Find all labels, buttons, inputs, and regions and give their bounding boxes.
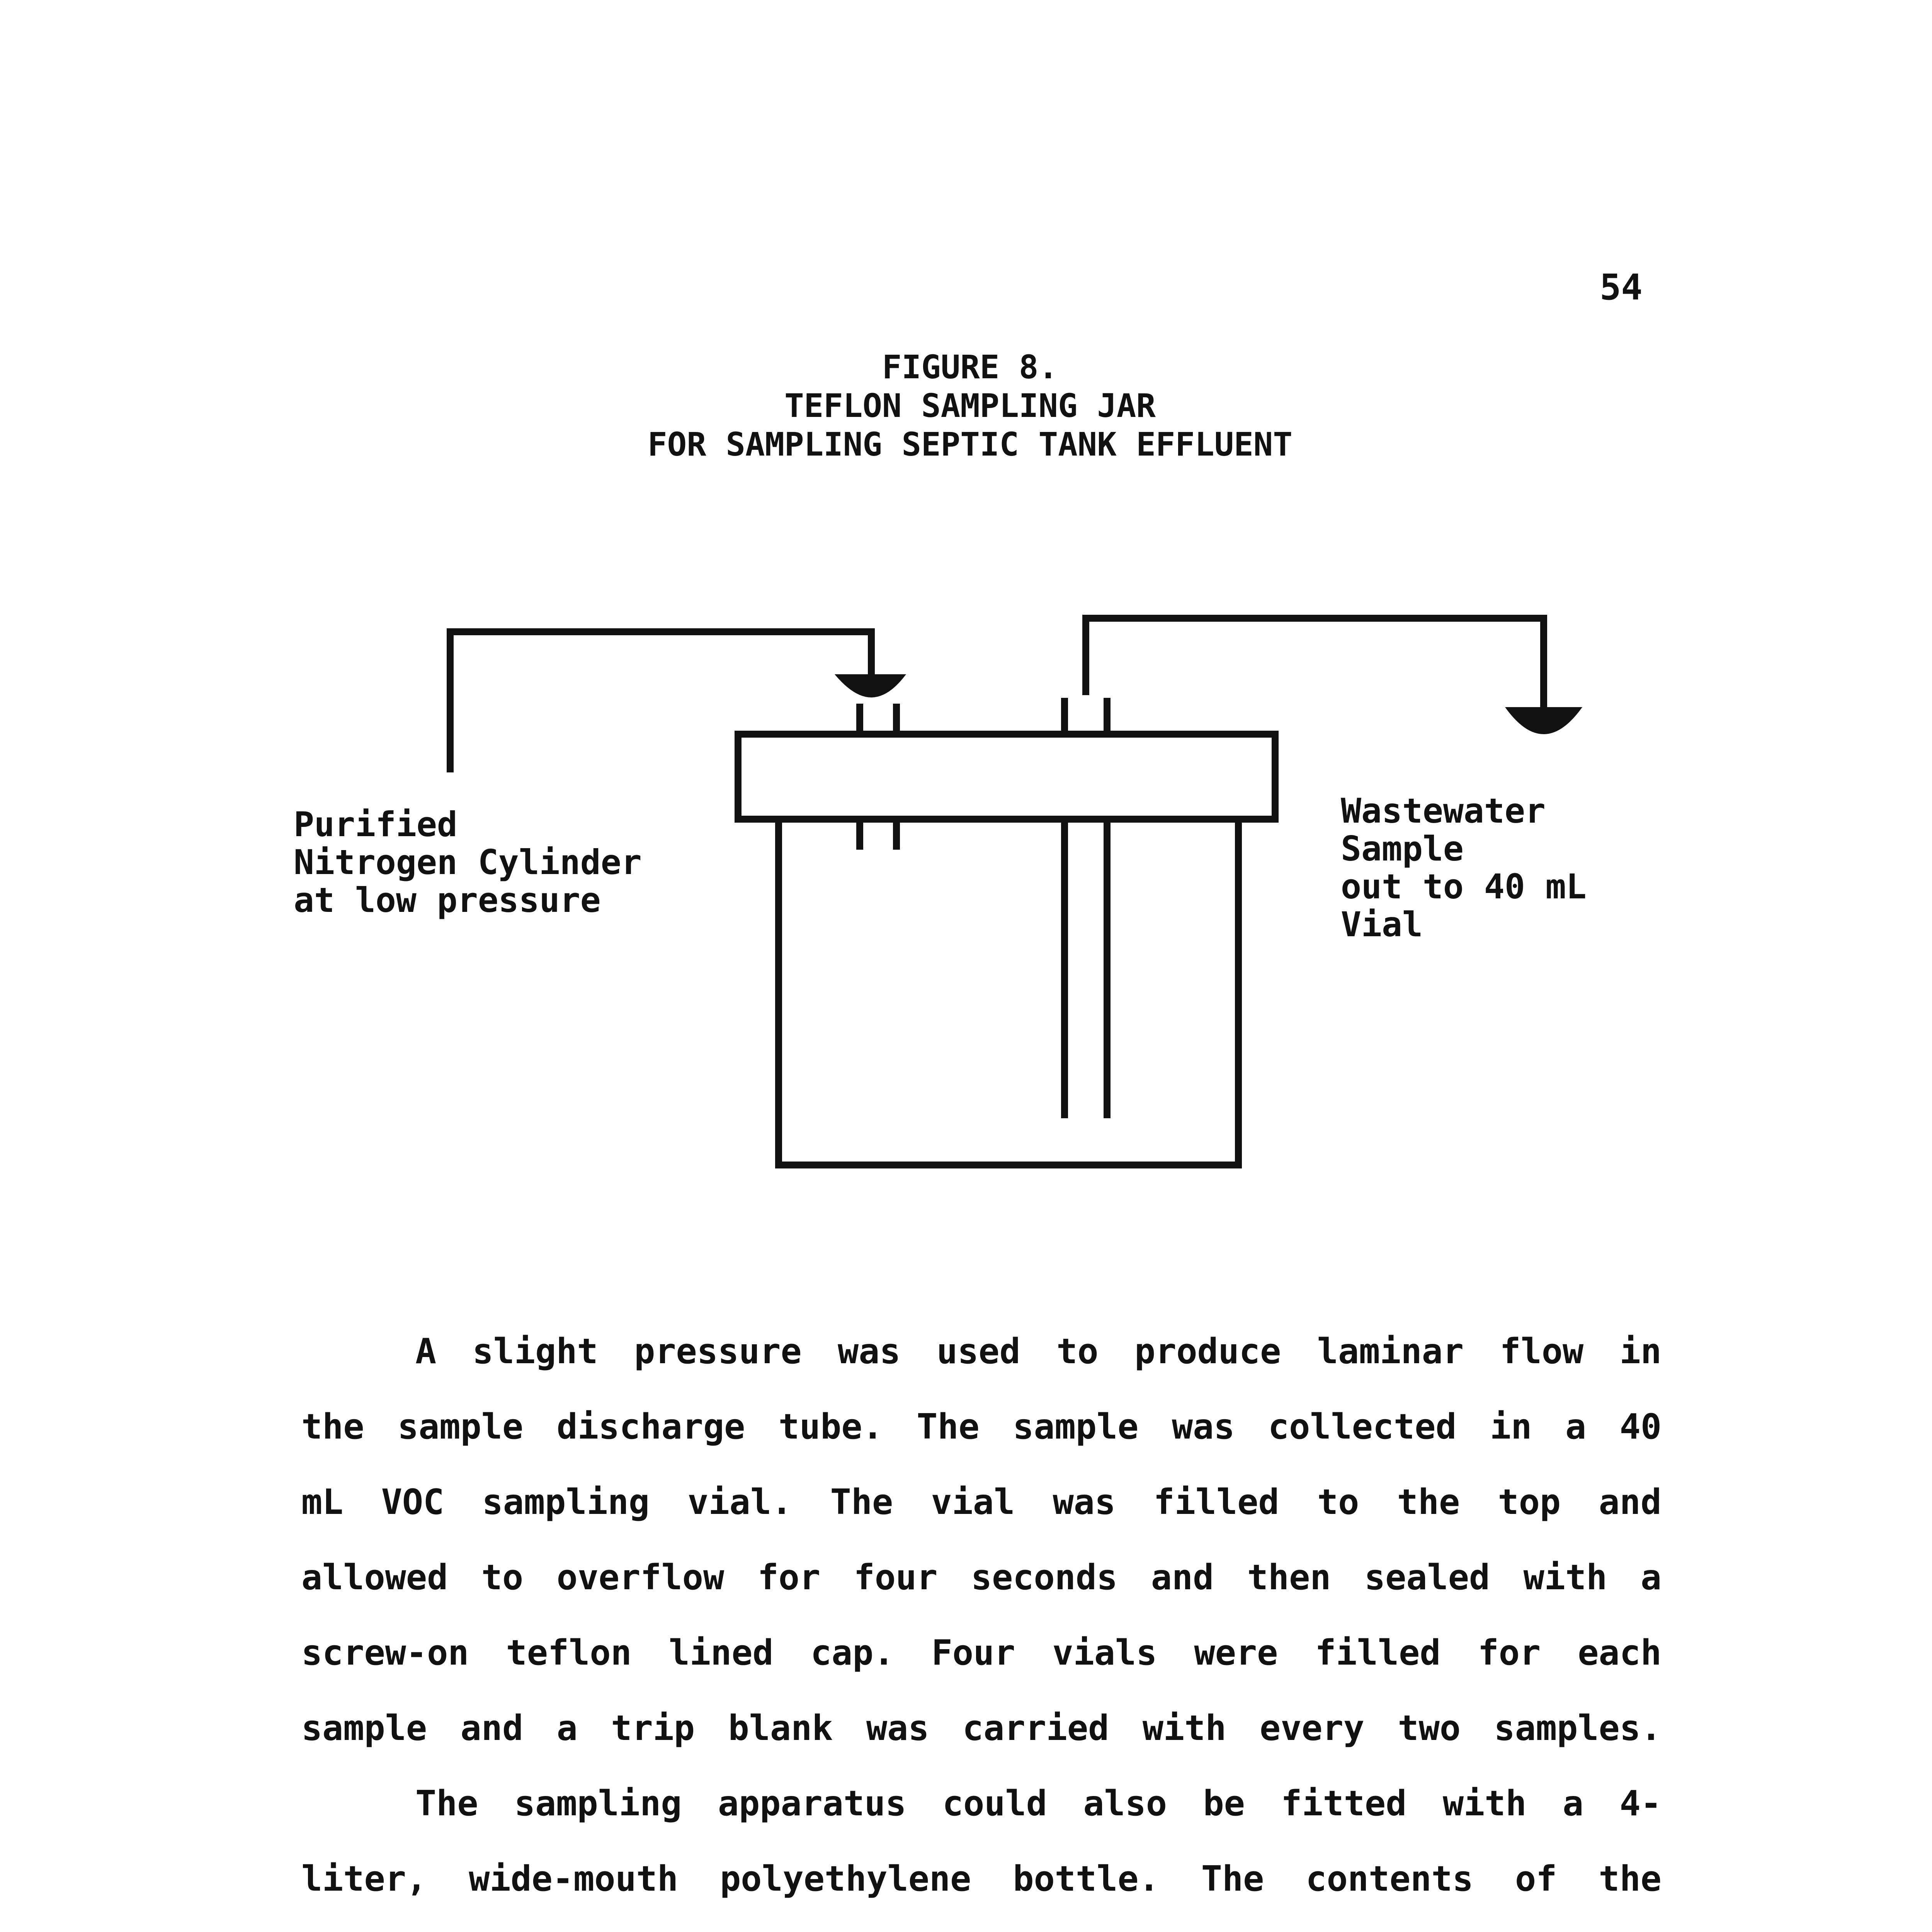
body-line: The sampling apparatus could also be fitted with a 4- bbox=[415, 1783, 1662, 1824]
nitrogen-label-line: at low pressure bbox=[294, 880, 601, 920]
nitrogen-inlet-line bbox=[450, 632, 871, 769]
jar-lid bbox=[738, 734, 1275, 819]
body-line: A slight pressure was used to produce laminar flow in bbox=[415, 1331, 1662, 1372]
wastewater-label-line: Vial bbox=[1341, 905, 1423, 944]
wastewater-label bbox=[1341, 792, 1587, 944]
wastewater-label-line: out to 40 mL bbox=[1341, 867, 1587, 906]
figure-title-line: TEFLON SAMPLING JAR bbox=[784, 387, 1156, 425]
body-line: sample and a trip blank was carried with every two samples. bbox=[301, 1708, 1662, 1748]
wastewater-label-line: Wastewater bbox=[1341, 791, 1546, 831]
wastewater-label-line: Sample bbox=[1341, 829, 1464, 869]
body-line: liter, wide-mouth polyethylene bottle. The contents of the bbox=[301, 1859, 1662, 1899]
figure-title-line: FOR SAMPLING SEPTIC TANK EFFLUENT bbox=[648, 425, 1293, 463]
body-line: the sample discharge tube. The sample was collected in a 40 bbox=[301, 1406, 1662, 1447]
body-text bbox=[301, 1314, 1662, 1932]
sample-outlet-line bbox=[1086, 618, 1544, 711]
nitrogen-label-line: Purified bbox=[294, 804, 457, 844]
nitrogen-label-line: Nitrogen Cylinder bbox=[294, 842, 642, 882]
figure-title-line: FIGURE 8. bbox=[882, 348, 1058, 386]
body-line: screw-on teflon lined cap. Four vials were filled for each bbox=[301, 1633, 1662, 1673]
body-line bbox=[301, 1917, 1662, 1932]
jar-body bbox=[779, 819, 1238, 1165]
inlet-arrow-icon bbox=[835, 674, 906, 697]
page-number: 54 bbox=[1600, 267, 1643, 308]
nitrogen-label bbox=[294, 806, 642, 919]
outlet-arrow-icon bbox=[1505, 707, 1582, 734]
body-line: allowed to overflow for four seconds and then sealed with a bbox=[301, 1557, 1662, 1598]
body-line: mL VOC sampling vial. The vial was filled to the top and bbox=[301, 1482, 1662, 1522]
